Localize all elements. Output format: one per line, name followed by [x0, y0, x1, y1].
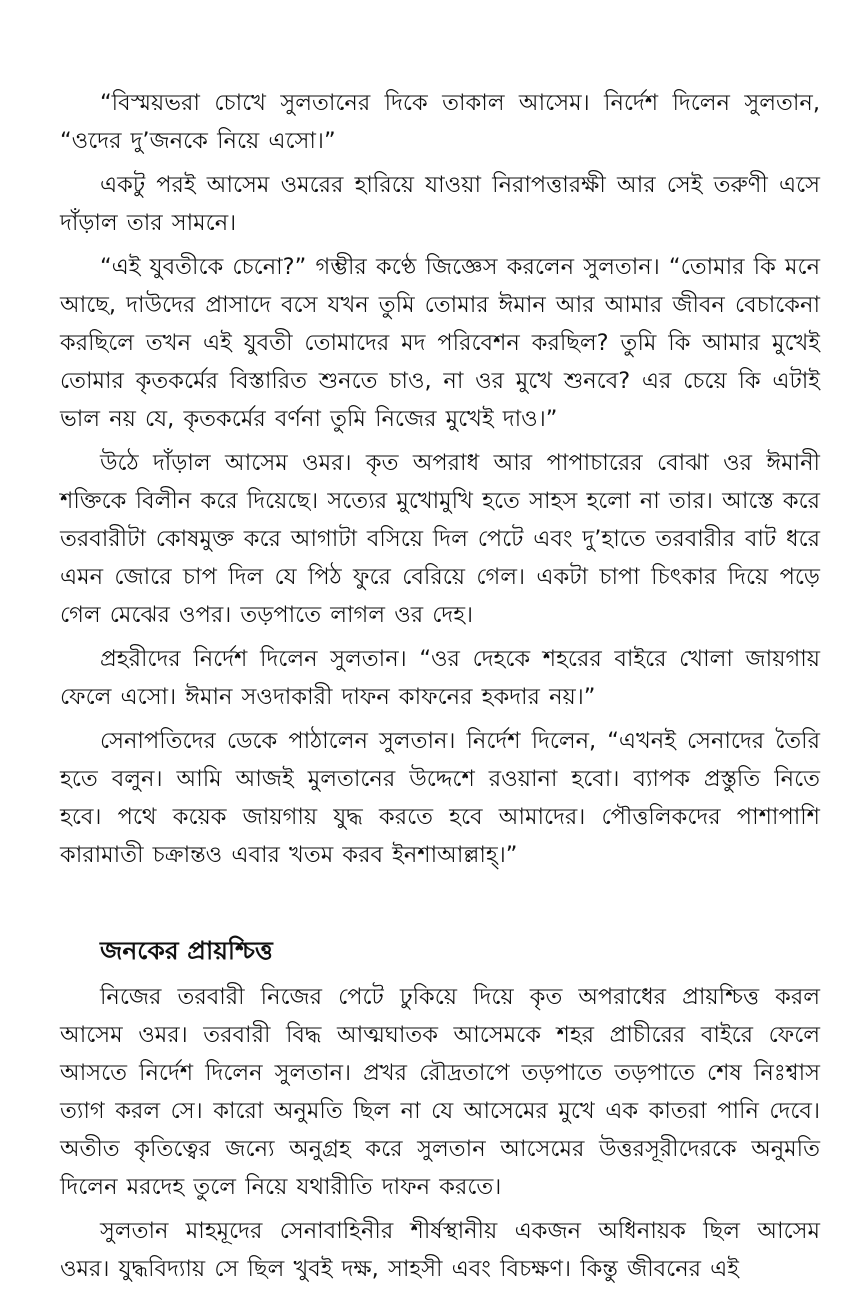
- paragraph-2: একটু পরই আসেম ওমরের হারিয়ে যাওয়া নিরাপত্তারক্ষী আর সেই তরুণী এসে দাঁড়াল তার সামনে।: [60, 172, 820, 236]
- paragraph-6: সেনাপতিদের ডেকে পাঠালেন সুলতান। নির্দেশ দিলেন, “এখনই সেনাদের তৈরি হতে বলুন। আমি আজই মুলতানের উদ্দেশে রওয়ানা হবো। ব্যাপক প্রস্তুতি নিতে হবে। পথে কয়েক জায়গায় যুদ্ধ করতে হবে আমাদের। পৌত্তলিকদের পাশাপাশি কারামাতী চক্রান্তও এবার খতম করব ইনশাআল্লাহ্।”: [60, 728, 820, 868]
- section-heading: জনকের প্রায়শ্চিত্ত: [100, 936, 273, 965]
- paragraph-5: প্রহরীদের নির্দেশ দিলেন সুলতান। “ওর দেহকে শহরের বাইরে খোলা জায়গায় ফেলে এসো। ঈমান সওদাকারী দাফন কাফনের হকদার নয়।”: [60, 646, 820, 710]
- paragraph-7: নিজের তরবারী নিজের পেটে ঢুকিয়ে দিয়ে কৃত অপরাধের প্রায়শ্চিত্ত করল আসেম ওমর। তরবারী বিদ্ধ আত্মঘাতক আসেমকে শহর প্রাচীরের বাইরে ফেলে আসতে নির্দেশ দিলেন সুলতান। প্রখর রৌদ্রতাপে তড়পাতে তড়পাতে শেষ নিঃশ্বাস ত্যাগ করল সে। কারো অনুমতি ছিল না যে আসেমের মুখে এক কাতরা পানি দেবে। অতীত কৃতিত্বের জন্যে অনুগ্রহ করে সুলতান আসেমের উত্তরসূরীদেরকে অনুমতি দিলেন মরদেহ তুলে নিয়ে যথারীতি দাফন করতে।: [60, 984, 820, 1200]
- paragraph-4: উঠে দাঁড়াল আসেম ওমর। কৃত অপরাধ আর পাপাচারের বোঝা ওর ঈমানী শক্তিকে বিলীন করে দিয়েছে। সত্যের মুখোমুখি হতে সাহস হলো না তার। আস্তে করে তরবারীটা কোষমুক্ত করে আগাটা বসিয়ে দিল পেটে এবং দু’হাতে তরবারীর বাট ধরে এমন জোরে চাপ দিল যে পিঠ ফুরে বেরিয়ে গেল। একটা চাপা চিৎকার দিয়ে পড়ে গেল মেঝের ওপর। তড়পাতে লাগল ওর দেহ।: [60, 450, 820, 628]
- book-page: [60, 84, 820, 1294]
- paragraph-1: “বিস্ময়ভরা চোখে সুলতানের দিকে তাকাল আসেম। নির্দেশ দিলেন সুলতান, “ওদের দু’জনকে নিয়ে এসো।”: [60, 90, 820, 154]
- paragraph-8: সুলতান মাহমূদের সেনাবাহিনীর শীর্ষস্থানীয় একজন অধিনায়ক ছিল আসেম ওমর। যুদ্ধবিদ্যায় সে ছিল খুবই দক্ষ, সাহসী এবং বিচক্ষণ। কিন্তু জীবনের এই: [60, 1218, 820, 1282]
- paragraph-3: “এই যুবতীকে চেনো?” গম্ভীর কণ্ঠে জিজ্ঞেস করলেন সুলতান। “তোমার কি মনে আছে, দাউদের প্রাসাদে বসে যখন তুমি তোমার ঈমান আর আমার জীবন বেচাকেনা করছিলে তখন এই যুবতী তোমাদের মদ পরিবেশন করছিল? তুমি কি আমার মুখেই তোমার কৃতকর্মের বিস্তারিত শুনতে চাও, না ওর মুখে শুনবে? এর চেয়ে কি এটাই ভাল নয় যে, কৃতকর্মের বর্ণনা তুমি নিজের মুখেই দাও।”: [60, 254, 820, 432]
